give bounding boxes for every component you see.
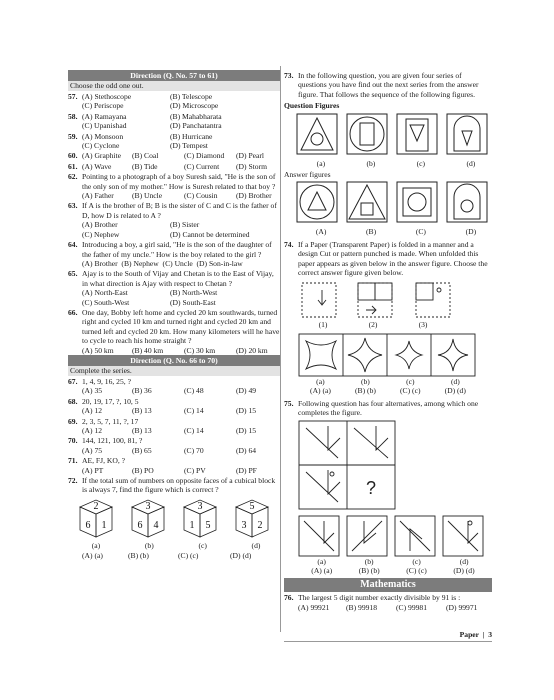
figure-label: (3) (418, 320, 428, 330)
footer-rule (284, 641, 492, 642)
option[interactable]: (D) Storm (236, 161, 268, 171)
question-60: 60. (A) Graphite (B) Coal (C) Diamond (D) Pearl (68, 151, 280, 160)
question-text: The largest 5 digit number exactly divisible by 91 is : (298, 593, 461, 603)
figure-box (297, 182, 337, 222)
arch-icon (454, 184, 480, 219)
inverted-triangle-icon (410, 125, 424, 141)
question-59: 59. (A) Monsoon (B) Hurricane (C) Cyclone (D) Tempest (68, 132, 280, 151)
page-footer: Paper | 3 (459, 630, 492, 639)
option[interactable]: (A) PT (82, 465, 104, 475)
folded-quarter-icon (358, 283, 375, 300)
figure-label: (1) (318, 320, 328, 330)
question-figures-heading: Question Figures (284, 101, 340, 111)
option[interactable]: (D) (d) (230, 551, 252, 561)
figure-label: (a) (316, 158, 326, 168)
cube-face-top: 3 (145, 500, 151, 512)
figure-label: (d) (450, 376, 460, 386)
question-73: 73. In the following question, you are given four series of questions you have find out the next series from the answer figure. That follows the sequence of the following figures. (284, 71, 492, 99)
figure-label: (b) (366, 158, 376, 168)
direction-instruction: Choose the odd one out. (68, 81, 280, 91)
question-65: 65. Ajay is to the South of Vijay and Chetan is to the East of Vijay, in what direction is Ajay with respect to Chetan ? (A) North-East (B) North-West (C) South-West (D) South-East (68, 269, 280, 307)
option[interactable]: (B) 36 (132, 386, 152, 396)
question-72-options (82, 551, 280, 560)
circle-icon (461, 200, 473, 212)
pattern-answer-figures (298, 515, 488, 557)
option[interactable]: (A) (a) (82, 551, 103, 561)
figure-label: (d) (466, 158, 476, 168)
figure-label: (a) (316, 376, 325, 386)
option[interactable]: (A) (a) (310, 386, 331, 396)
question-text: 2, 3, 5, 7, 11, ?, 17 (82, 416, 139, 426)
paper-dashed-icon (302, 283, 336, 317)
question-text: Ajay is to the South of Vijay and Chetan is to the East of Vijay, in what direction is Ajay with respect to Chetan ? (82, 269, 274, 288)
pattern-grid-figure (298, 420, 398, 512)
figure-label: (a) (91, 540, 101, 550)
star-icon (438, 339, 468, 371)
option[interactable]: (A) Ramayana (82, 111, 127, 121)
cube-face-left: 6 (137, 519, 143, 531)
figure-label: (c) (412, 556, 421, 566)
cube-face-top: 3 (197, 500, 203, 512)
option[interactable]: (D) Panchatantra (170, 121, 222, 131)
section-header: Mathematics (284, 578, 492, 592)
figure-box (397, 114, 437, 154)
figure-label: (a) (317, 556, 326, 566)
line-pattern-icon (400, 521, 430, 551)
option[interactable]: (B) (b) (355, 386, 376, 396)
option[interactable]: (A) Brother (82, 220, 118, 230)
line-pattern-icon (306, 470, 340, 502)
question-70: 70. 144, 121, 100, 81, ? (A) 75 (B) 65 (C) 70 (D) 64 (68, 436, 280, 455)
figure-label: (c) (416, 158, 426, 168)
paper-answer-figures (298, 333, 478, 377)
question-text: In the following question, you are given four series of questions you have find out the next series from the answer figure. That follows the sequence of the following figures. (298, 71, 479, 99)
option[interactable]: (C) Current (184, 161, 220, 171)
small-circle-icon (330, 472, 334, 476)
question-66: 66. One day, Bobby left home and cycled 20 km southwards, turned right and cycled 10 km and turned right and cycled 20 km and turned left and cycled 20 km. How many kilometers will he have to cycle to reach his home straight ? (A) 50 km (B) 40 km (C) 30 km (D) 20 km (68, 308, 280, 355)
question-text: 20, 19, 17, ?, 10, 5 (82, 396, 139, 406)
square-icon (403, 188, 431, 216)
option[interactable]: (B) Hurricane (170, 131, 213, 141)
figure-box (447, 114, 487, 154)
option[interactable]: (C) Cyclone (82, 141, 120, 151)
question-text: One day, Bobby left home and cycled 20 km southwards, turned right and cycled 10 km and turned right and cycled 20 km and turned left and cycled 20 km. How many kilometers will he have to cycle to reach his home straight ? (82, 307, 280, 346)
option[interactable]: (C) 70 (184, 445, 204, 455)
option[interactable]: (A) North-East (82, 288, 128, 298)
question-text: 1, 4, 9, 16, 25, ? (82, 376, 131, 386)
option[interactable]: (C) South-West (82, 297, 130, 307)
option[interactable]: (B) Mahabharata (170, 111, 222, 121)
option[interactable]: (B) Sister (170, 220, 200, 230)
question-67: 67. 1, 4, 9, 16, 25, ? (A) 35 (B) 36 (C) 48 (D) 49 (68, 377, 280, 396)
line-pattern-icon (448, 521, 478, 551)
question-text: Introducing a boy, a girl said, "He is the son of the daughter of the father of my uncle." How is the boy related to the girl ? (82, 240, 272, 259)
cube-face-right: 1 (101, 519, 107, 531)
option[interactable]: (B) Coal (132, 151, 159, 161)
option[interactable]: (C) PV (184, 465, 206, 475)
figure-label: (d) (251, 540, 261, 550)
cube-face-left: 6 (85, 519, 91, 531)
triangle-icon (308, 192, 326, 210)
footer-label: Paper (459, 630, 479, 639)
line-pattern-icon (352, 521, 382, 551)
options-line[interactable]: (A) Brother (B) Nephew (C) Uncle (D) Son-in-law (82, 258, 243, 268)
page-number: 3 (488, 630, 492, 639)
left-column (68, 70, 280, 561)
option[interactable]: (B) 65 (132, 445, 152, 455)
cube-face-left: 3 (241, 519, 247, 531)
option[interactable]: (B) (366, 227, 377, 237)
arrow-right-icon (366, 306, 376, 314)
circle-icon (350, 117, 384, 151)
cube-face-top: 2 (93, 500, 99, 512)
option[interactable]: (C) 99981 (396, 602, 428, 612)
option[interactable]: (B) (b) (358, 565, 380, 575)
option[interactable]: (B) PO (132, 465, 154, 475)
circle-icon (311, 133, 323, 145)
figure-label: (b) (364, 556, 374, 566)
curved-square-icon (306, 341, 336, 369)
option[interactable]: (C) 14 (184, 406, 204, 416)
question-text: If a Paper (Transparent Paper) is folded in a manner and a design Cut or pattern punched is made. When unfolded this paper appears as given below in the answer figure. Choose the correct answer figure given below. (298, 239, 488, 278)
option[interactable]: (B) Tide (132, 161, 158, 171)
figure-label: (b) (360, 376, 370, 386)
option[interactable]: (A) 75 (82, 445, 103, 455)
option[interactable]: (D) 20 km (236, 345, 268, 355)
figure-box (447, 182, 487, 222)
question-figures (296, 113, 496, 159)
figure-box (297, 114, 337, 154)
option[interactable]: (C) Cousin (184, 191, 218, 201)
cube-face-right: 5 (205, 519, 211, 531)
option[interactable]: (C) Periscope (82, 101, 124, 111)
question-text: Pointing to a photograph of a boy Suresh said, "He is the son of the only son of my mother." How is Suresh related to that boy ? (82, 172, 276, 191)
question-62: 62. Pointing to a photograph of a boy Suresh said, "He is the son of the only son of my mother." How is Suresh related to that boy ? (A) Father (B) Uncle (C) Cousin (D) Brother (68, 172, 280, 200)
option[interactable]: (C) Nephew (82, 229, 120, 239)
option[interactable]: (A) 12 (82, 426, 103, 435)
circle-icon (300, 185, 334, 219)
direction-header: Direction (Q. No. 66 to 70) (68, 355, 280, 366)
answer-figures (296, 181, 496, 227)
option[interactable]: (C) Diamond (184, 151, 225, 161)
option[interactable]: (B) 13 (132, 406, 152, 416)
option[interactable]: (B) Telescope (170, 92, 213, 101)
square-icon (361, 203, 373, 215)
option[interactable]: (A) (315, 227, 327, 237)
option[interactable]: (A) 12 (82, 406, 103, 416)
option[interactable]: (D) Pearl (236, 151, 265, 161)
option[interactable]: (B) 13 (132, 426, 152, 435)
rectangle-icon (360, 123, 374, 145)
answer-figures-heading: Answer figures (284, 170, 331, 180)
question-text: 144, 121, 100, 81, ? (82, 436, 143, 446)
figure-label: (c) (406, 376, 415, 386)
option[interactable]: (D) (d) (444, 386, 466, 396)
question-76: 76. The largest 5 digit number exactly divisible by 91 is : (A) 99921 (B) 99918 (C) 99981 (D) 99971 (284, 593, 492, 612)
option[interactable]: (D) (465, 227, 477, 237)
option[interactable]: (C) (c) (178, 551, 199, 561)
option[interactable]: (C) (415, 227, 426, 237)
option[interactable]: (A) (a) (311, 565, 333, 575)
direction-header: Direction (Q. No. 57 to 61) (68, 70, 280, 81)
cube-figure-set (76, 495, 276, 541)
line-pattern-icon (354, 426, 388, 458)
question-mark: ? (365, 477, 377, 498)
folded-quarter-icon (416, 283, 433, 300)
circle-icon (408, 193, 426, 211)
direction-instruction: Complete the series. (68, 366, 280, 376)
option[interactable]: (D) South-East (170, 297, 216, 307)
line-pattern-icon (306, 426, 340, 458)
question-75: 75. Following question has four alternatives, among which one completes the figure. (284, 399, 492, 418)
figure-label: (d) (459, 556, 469, 566)
option[interactable]: (A) 50 km (82, 345, 114, 355)
option[interactable]: (B) 40 km (132, 345, 164, 355)
figure-box (347, 114, 387, 154)
option[interactable]: (A) 99921 (298, 602, 330, 612)
question-69: 69. 2, 3, 5, 7, 11, ?, 17 (A) 12 (B) 13 (C) 14 (D) 15 (68, 417, 280, 436)
option[interactable]: (D) Microscope (170, 101, 219, 111)
option[interactable]: (C) (c) (406, 565, 427, 575)
option[interactable]: (C) 48 (184, 386, 204, 396)
option[interactable]: (D) 99971 (446, 602, 478, 612)
question-text: AE, FJ, KO, ? (82, 456, 126, 466)
question-64: 64. Introducing a boy, a girl said, "He is the son of the daughter of the father of my uncle." How is the boy related to the girl ? (A) Brother (B) Nephew (C) Uncle (D) Son-in-law (68, 240, 280, 268)
question-72: 72. If the total sum of numbers on opposite faces of a cubical block is always 7, find the figure which is correct ? (68, 476, 280, 495)
triangle-icon (349, 185, 385, 219)
option[interactable]: (D) PF (236, 465, 257, 475)
option[interactable]: (D) (d) (453, 565, 475, 575)
option[interactable]: (A) Graphite (82, 151, 122, 161)
option[interactable]: (A) Monsoon (82, 131, 124, 141)
option[interactable]: (A) 35 (82, 386, 103, 396)
option[interactable]: (C) 30 km (184, 345, 216, 355)
arrow-down-icon (318, 290, 326, 305)
figure-label: (c) (198, 540, 207, 550)
right-column (284, 70, 492, 612)
option[interactable]: (D) 64 (236, 445, 257, 455)
cube-figures (76, 495, 280, 550)
question-text: If the total sum of numbers on opposite faces of a cubical block is always 7, find the figure which is correct ? (82, 476, 276, 495)
question-58: 58. (A) Ramayana (B) Mahabharata (C) Upanishad (D) Panchatantra (68, 112, 280, 131)
inverted-triangle-icon (462, 131, 472, 145)
option[interactable]: (C) (c) (400, 386, 421, 396)
option[interactable]: (D) 49 (236, 386, 257, 396)
figure-box (347, 182, 387, 222)
figure-label: (2) (368, 320, 378, 330)
question-74: 74. If a Paper (Transparent Paper) is folded in a manner and a design Cut or pattern punched is made. When unfolded this paper appears as given below in the answer figure. Choose the correct answer figure given below. (284, 240, 492, 278)
option[interactable]: (D) 15 (236, 406, 257, 416)
paper-fold-figures (298, 280, 458, 320)
question-text: If A is the brother of B; B is the sister of C and C is the father of D, how D is related to A ? (82, 201, 277, 220)
cube-face-right: 2 (257, 519, 263, 531)
question-61: 61. (A) Wave (B) Tide (C) Current (D) Storm (68, 162, 280, 171)
option[interactable]: (C) 14 (184, 426, 204, 435)
option[interactable]: (D) Brother (236, 191, 272, 201)
small-star-icon (396, 341, 422, 369)
option[interactable]: (B) Uncle (132, 191, 163, 201)
option[interactable]: (B) (b) (128, 551, 149, 561)
option[interactable]: (C) Upanishad (82, 121, 127, 131)
four-point-star-icon (348, 338, 382, 372)
option[interactable]: (A) Stethoscope (82, 92, 132, 101)
question-57: 57. (A) Stethoscope (B) Telescope (C) Periscope (D) Microscope (68, 92, 280, 111)
option[interactable]: (B) North-West (170, 288, 218, 298)
cube-face-right: 4 (153, 519, 159, 531)
figure-label: (b) (144, 540, 154, 550)
option[interactable]: (D) 15 (236, 426, 257, 435)
rectangle-icon (406, 119, 428, 151)
line-pattern-icon (304, 521, 334, 551)
option[interactable]: (D) Cannot be determined (170, 229, 250, 239)
option[interactable]: (B) 99918 (346, 602, 378, 612)
option[interactable]: (A) Wave (82, 161, 112, 171)
question-68: 68. 20, 19, 17, ?, 10, 5 (A) 12 (B) 13 (C) 14 (D) 15 (68, 397, 280, 416)
option[interactable]: (D) Tempest (170, 141, 208, 151)
punch-hole-icon (437, 288, 441, 292)
question-text: Following question has four alternatives, among which one completes the figure. (298, 398, 479, 418)
cube-face-left: 1 (189, 519, 195, 531)
question-71: 71. AE, FJ, KO, ? (A) PT (B) PO (C) PV (D) PF (68, 456, 280, 475)
cube-face-top: 5 (249, 500, 255, 512)
question-63: 63. If A is the brother of B; B is the sister of C and C is the father of D, how D is related to A ? (A) Brother (B) Sister (C) Nephew (D) Cannot be determined (68, 201, 280, 239)
option[interactable]: (A) Father (82, 191, 114, 201)
